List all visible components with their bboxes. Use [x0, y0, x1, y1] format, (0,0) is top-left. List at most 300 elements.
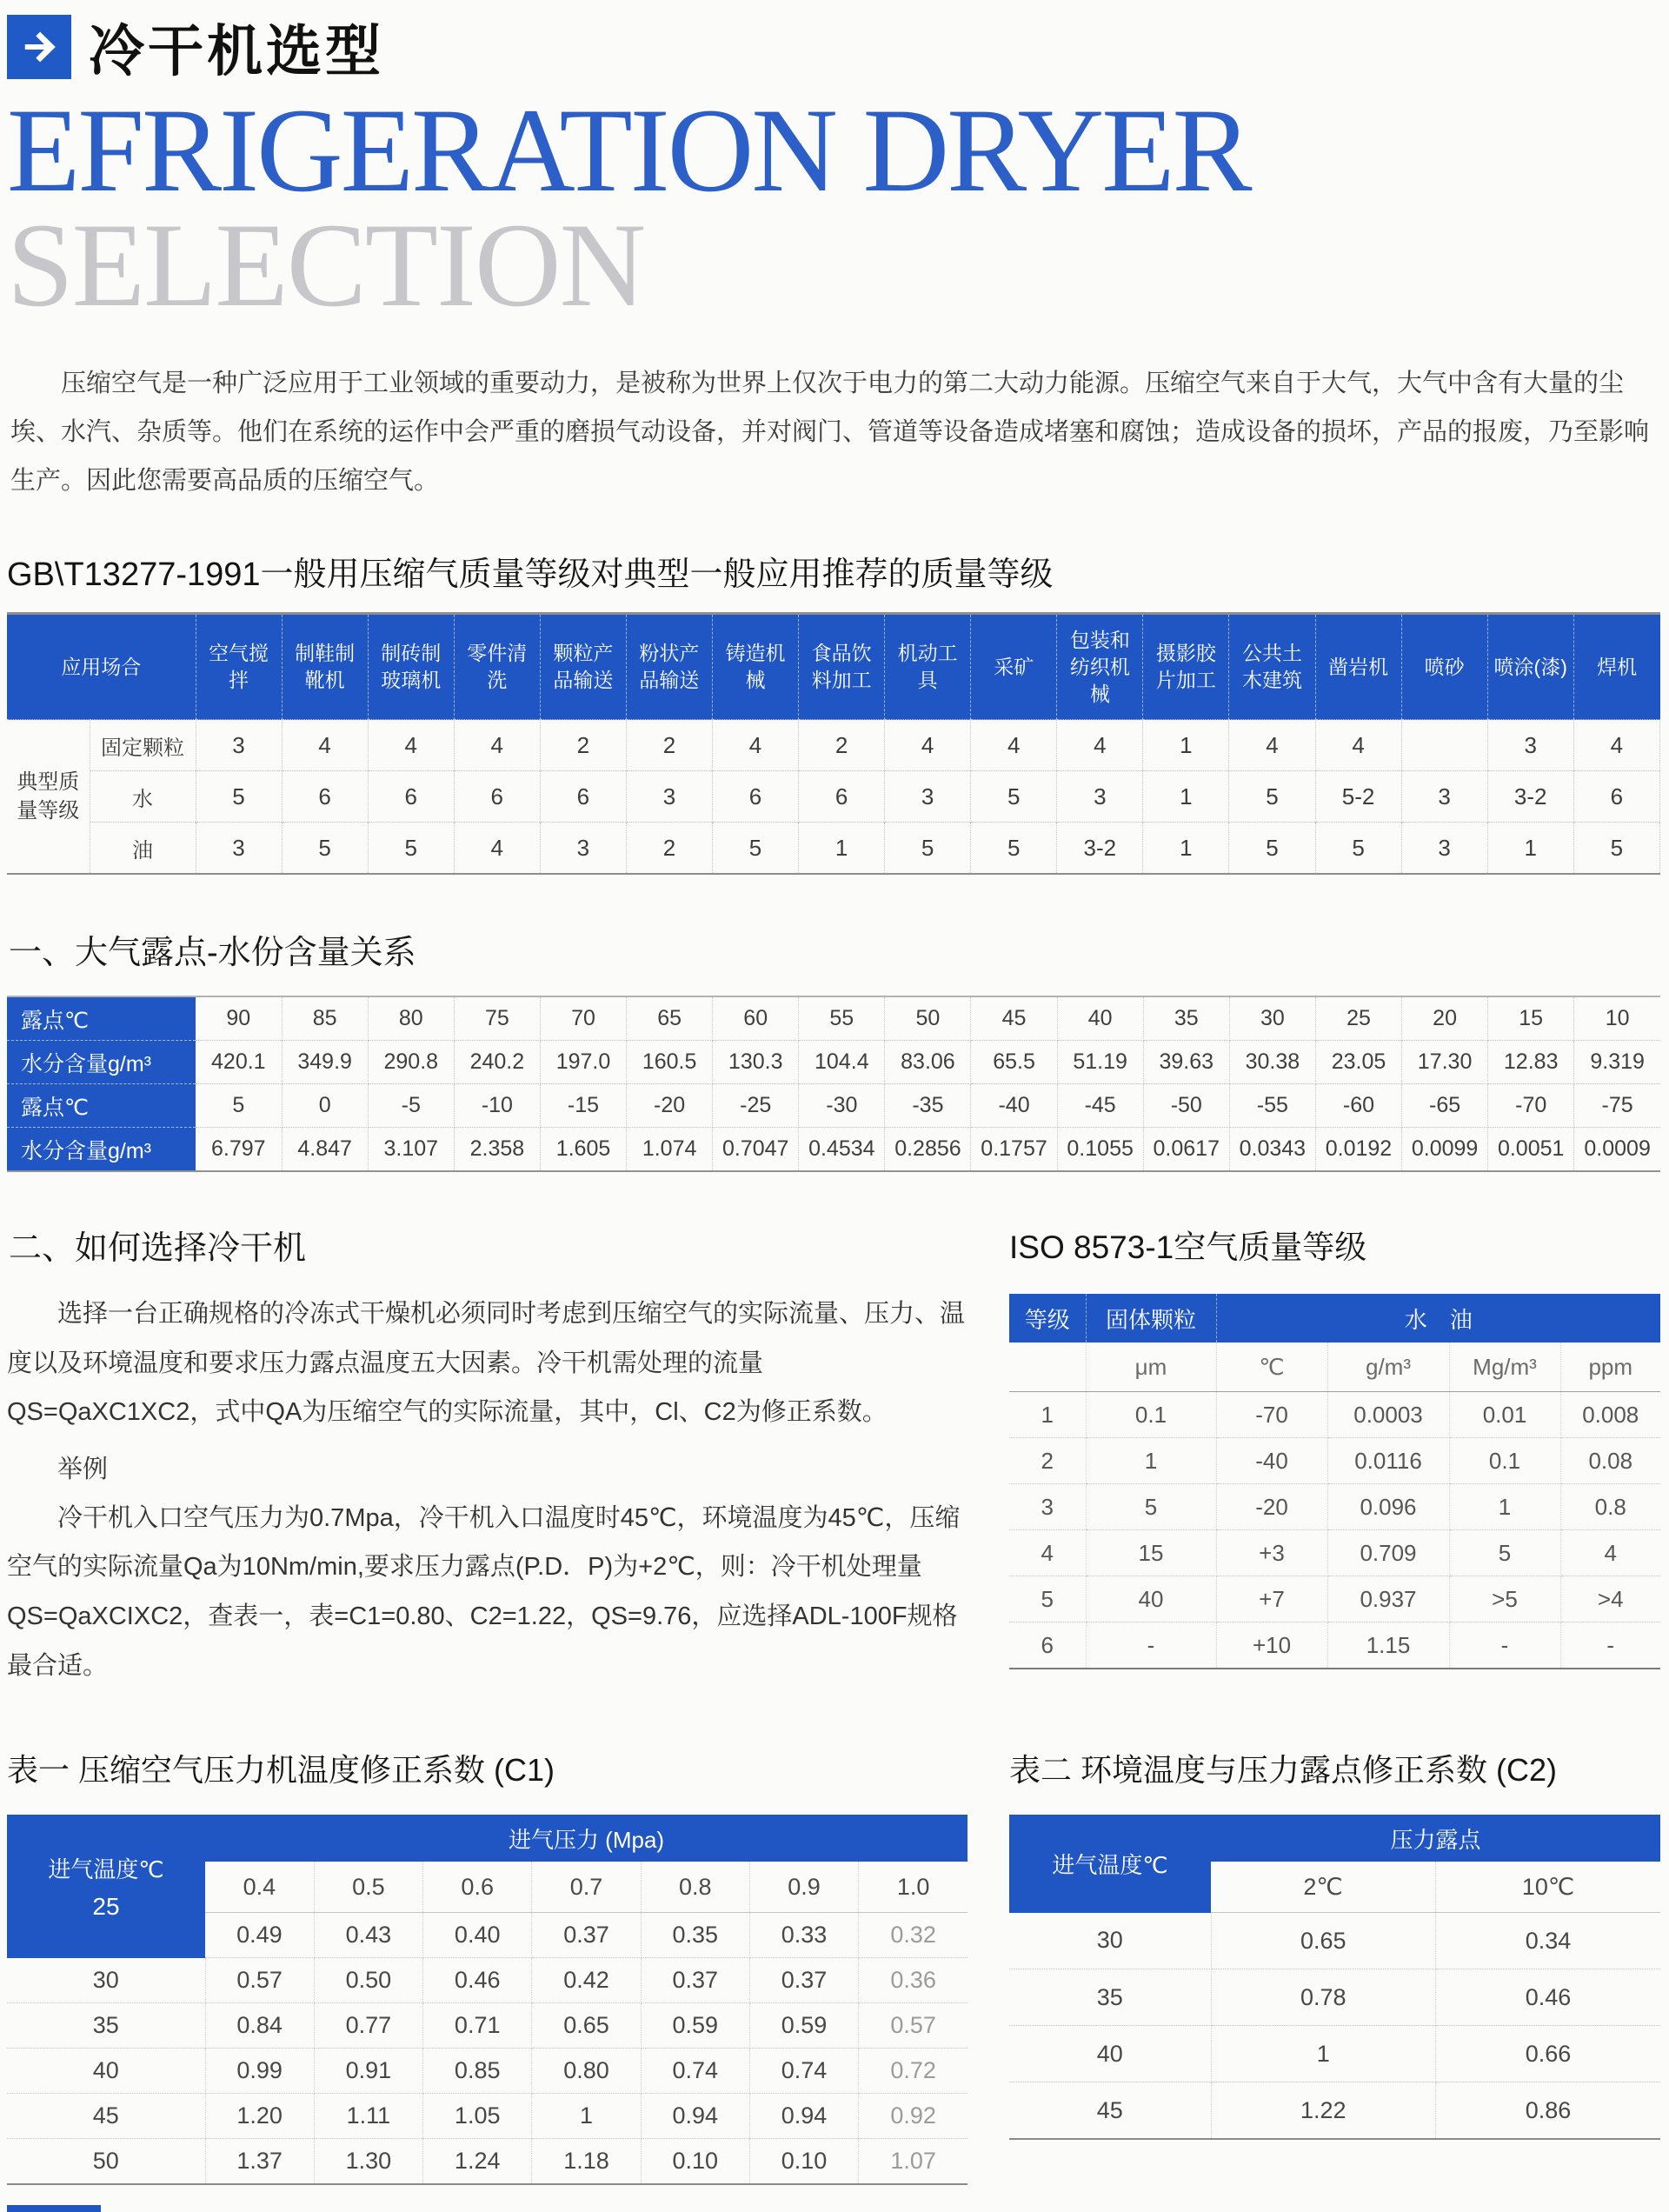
- cell: 0.92: [859, 2094, 967, 2139]
- t1-corner-label: 进气温度℃: [48, 1856, 164, 1882]
- cell: 2: [799, 720, 885, 771]
- cell: 5: [1086, 1484, 1216, 1530]
- cell: 30.38: [1229, 1041, 1315, 1084]
- cell: [1009, 1343, 1086, 1392]
- table1-column: [7, 1746, 967, 2185]
- iso-particle-header: 固体颗粒: [1086, 1294, 1216, 1343]
- cell: 5: [712, 823, 798, 875]
- cell: 5: [1573, 823, 1659, 875]
- cell: 2: [626, 823, 712, 875]
- gb-col-header: 喷砂: [1401, 614, 1487, 720]
- cell: 0.71: [423, 2003, 532, 2049]
- cell: -75: [1574, 1084, 1660, 1128]
- cell: 90: [196, 996, 282, 1041]
- t2-row: [1009, 2082, 1660, 2140]
- cell: 1: [1143, 823, 1229, 875]
- cell: 3: [1057, 771, 1143, 823]
- cell: 1.18: [532, 2139, 641, 2185]
- cell: 4: [1573, 720, 1659, 771]
- cell: 0.34: [1436, 1913, 1661, 1969]
- cell: -20: [627, 1084, 713, 1128]
- cell: 1: [1211, 2026, 1436, 2082]
- dew-row: [7, 1084, 1660, 1128]
- cell: 0.1757: [971, 1128, 1057, 1172]
- cell: 240.2: [454, 1041, 540, 1084]
- cell: 80: [368, 996, 454, 1041]
- cell: 0.65: [1211, 1913, 1436, 1969]
- gb-row-oil: [7, 823, 1660, 875]
- cell: -40: [971, 1084, 1057, 1128]
- t1-row: [7, 2049, 967, 2094]
- cell: 420.1: [196, 1041, 282, 1084]
- cell: 6: [712, 771, 798, 823]
- cell: >5: [1449, 1576, 1560, 1622]
- cell: 104.4: [799, 1041, 885, 1084]
- cell: -60: [1315, 1084, 1401, 1128]
- cell: 0.40: [423, 1913, 532, 1958]
- cell: -50: [1143, 1084, 1229, 1128]
- cell: 5: [1229, 771, 1315, 823]
- cell: 20: [1402, 996, 1488, 1041]
- t2-corner-cell: [1009, 1815, 1211, 1913]
- cell: 3: [196, 823, 282, 875]
- gb-col-header: 采矿: [971, 614, 1057, 720]
- cell: 0.65: [532, 2003, 641, 2049]
- intro-paragraph: 压缩空气是一种广泛应用于工业领域的重要动力，是被称为世界上仅次于电力的第二大动力能源。压缩空气来自于大气，大气中含有大量的尘埃、水汽、杂质等。他们在系统的运作中会严重的磨损气动设备，并对阀门、管道等设备造成堵塞和腐蚀；造成设备的损坏，产品的报废，乃至影响生产。因此您需要高品质的压缩空气。: [10, 370, 1650, 495]
- iso-row: [1009, 1622, 1660, 1669]
- cell: 0.1: [1086, 1392, 1216, 1438]
- cell: 83.06: [885, 1041, 971, 1084]
- cell: -70: [1488, 1084, 1574, 1128]
- cell: 2℃: [1211, 1862, 1436, 1913]
- cell: -35: [885, 1084, 971, 1128]
- cell: 3-2: [1487, 771, 1573, 823]
- cell: 1.11: [314, 2094, 422, 2139]
- gb-col-header: 制鞋制靴机: [282, 614, 368, 720]
- gb-row-label: 水: [90, 771, 196, 823]
- cell: 4: [885, 720, 971, 771]
- t1-corner-temp: 25: [92, 1892, 120, 1920]
- cell: 70: [540, 996, 626, 1041]
- cell: 5: [368, 823, 454, 875]
- iso-quality-table: [1009, 1294, 1660, 1669]
- cell: 0.096: [1327, 1484, 1449, 1530]
- cell: 4: [1057, 720, 1143, 771]
- table1-title: 表一 压缩空气压力机温度修正系数 (C1): [7, 1752, 555, 1789]
- c1-correction-table: [7, 1815, 967, 2185]
- cell: 0.5: [314, 1862, 422, 1913]
- cell: 2: [1009, 1438, 1086, 1484]
- iso-units-row: [1009, 1343, 1660, 1392]
- gb-col-header: 铸造机械: [712, 614, 798, 720]
- cell: -45: [1057, 1084, 1143, 1128]
- gb-col-header: 食品饮料加工: [799, 614, 885, 720]
- cell: -70: [1216, 1392, 1327, 1438]
- cell: 1: [1487, 823, 1573, 875]
- iso-table-title: ISO 8573-1空气质量等级: [1009, 1229, 1367, 1266]
- cell: 0.6: [423, 1862, 532, 1913]
- cell: -5: [368, 1084, 454, 1128]
- cell: 0.43: [314, 1913, 422, 1958]
- t2-corner-label: 进气温度℃: [1052, 1851, 1168, 1878]
- cell: 0.33: [749, 1913, 858, 1958]
- cell: 0.74: [641, 2049, 749, 2094]
- gb-col-header: 公共土木建筑: [1229, 614, 1315, 720]
- cell: 10: [1574, 996, 1660, 1041]
- cell: 0.008: [1560, 1392, 1660, 1438]
- cell: -25: [713, 1084, 799, 1128]
- cell: 0.37: [641, 1958, 749, 2003]
- t1-row: [7, 2094, 967, 2139]
- cell: 0.42: [532, 1958, 641, 2003]
- cell: 0.7: [532, 1862, 641, 1913]
- cell: 0.0192: [1315, 1128, 1401, 1172]
- iso-row: [1009, 1576, 1660, 1622]
- cell: 3: [1401, 771, 1487, 823]
- cell: 0.0116: [1327, 1438, 1449, 1484]
- cell: 5: [971, 771, 1057, 823]
- t1-header-row: [7, 1815, 967, 1862]
- t2-temp: 45: [1009, 2082, 1211, 2140]
- iso-row: [1009, 1530, 1660, 1576]
- cell: -30: [799, 1084, 885, 1128]
- cell: 3-2: [1057, 823, 1143, 875]
- section1-title: 一、大气露点-水份含量关系: [9, 935, 416, 972]
- cell: 5-2: [1315, 771, 1401, 823]
- cell: 6: [1573, 771, 1659, 823]
- cell: 0.77: [314, 2003, 422, 2049]
- cell: 60: [713, 996, 799, 1041]
- gb-col-header: 零件清洗: [454, 614, 540, 720]
- cell: 290.8: [368, 1041, 454, 1084]
- t2-temp: 35: [1009, 1969, 1211, 2026]
- cell: 0.86: [1436, 2082, 1661, 2140]
- cell: 197.0: [540, 1041, 626, 1084]
- iso-grade-header: 等级: [1009, 1294, 1086, 1343]
- selection-and-iso-area: [7, 1221, 1660, 1690]
- cell: 6: [1009, 1622, 1086, 1669]
- cell: μm: [1086, 1343, 1216, 1392]
- cell: 0.08: [1560, 1438, 1660, 1484]
- page-subtitle-en: SELECTION: [7, 198, 645, 332]
- cell: 0.84: [205, 2003, 314, 2049]
- cell: 5: [1449, 1530, 1560, 1576]
- cell: 0.37: [532, 1913, 641, 1958]
- t1-temp: 45: [7, 2094, 205, 2139]
- cell: 5: [1009, 1576, 1086, 1622]
- cell: ℃: [1216, 1343, 1327, 1392]
- page-title-cn: 冷干机选型: [89, 20, 384, 83]
- cell: 50: [885, 996, 971, 1041]
- cell: -20: [1216, 1484, 1327, 1530]
- dew-row: [7, 1041, 1660, 1084]
- cell: 9.319: [1574, 1041, 1660, 1084]
- cell: +3: [1216, 1530, 1327, 1576]
- cell: 75: [454, 996, 540, 1041]
- cell: 1.30: [314, 2139, 422, 2185]
- cell: 2: [540, 720, 626, 771]
- cell: 1.24: [423, 2139, 532, 2185]
- cell: 349.9: [282, 1041, 368, 1084]
- cell: -: [1606, 1631, 1615, 1658]
- cell: 0.46: [423, 1958, 532, 2003]
- cell: 5: [971, 823, 1057, 875]
- t1-pressure-header: 进气压力 (Mpa): [205, 1815, 967, 1862]
- cell: 0.8: [641, 1862, 749, 1913]
- dew-row-label: 露点℃: [7, 996, 196, 1041]
- cell: -55: [1229, 1084, 1315, 1128]
- t2-row: [1009, 1913, 1660, 1969]
- cell: Mg/m³: [1449, 1343, 1560, 1392]
- table2-column: [1009, 1746, 1660, 2185]
- iso-water-oil-header: 水 油: [1216, 1294, 1660, 1343]
- gb-table-title: GB\T13277-1991一般用压缩气质量等级对典型一般应用推荐的质量等级: [7, 556, 1054, 594]
- cell: 17.30: [1402, 1041, 1488, 1084]
- gb-col-header: 喷涂(漆): [1487, 614, 1573, 720]
- cell: 0.59: [749, 2003, 858, 2049]
- cell: 0.8: [1560, 1484, 1660, 1530]
- cell: 0.0617: [1143, 1128, 1229, 1172]
- cell: 51.19: [1057, 1041, 1143, 1084]
- right-arrow-glyph: [17, 24, 62, 70]
- cell: +7: [1216, 1576, 1327, 1622]
- cell: 0.0009: [1584, 1136, 1651, 1162]
- cell: 0.46: [1436, 1969, 1661, 2026]
- cell: 1: [532, 2094, 641, 2139]
- cell: 5: [196, 1084, 282, 1128]
- cell: 0: [282, 1084, 368, 1128]
- cell: 12.83: [1488, 1041, 1574, 1084]
- cell: 0.10: [749, 2139, 858, 2185]
- dew-row: [7, 1128, 1660, 1172]
- cell: 0.2856: [885, 1128, 971, 1172]
- cell: >4: [1560, 1576, 1660, 1622]
- cell: -40: [1216, 1438, 1327, 1484]
- cell: 0.66: [1436, 2026, 1661, 2082]
- cell: 0.72: [859, 2049, 967, 2094]
- cell: 0.9: [749, 1862, 858, 1913]
- dew-row: [7, 996, 1660, 1041]
- cell: [1401, 720, 1487, 771]
- gb-header-row: [7, 614, 1660, 720]
- t1-temp: 40: [7, 2049, 205, 2094]
- cell: 0.36: [859, 1958, 967, 2003]
- t2-dewpoint-header: 压力露点: [1211, 1815, 1660, 1862]
- gb-col-header: 凿岩机: [1315, 614, 1401, 720]
- cell: 2.358: [454, 1128, 540, 1172]
- gb-col-header: 摄影胶片加工: [1143, 614, 1229, 720]
- cell: 1.15: [1327, 1622, 1449, 1669]
- cell: 3: [1487, 720, 1573, 771]
- cell: 3: [540, 823, 626, 875]
- iso-column: [1009, 1221, 1660, 1690]
- cell: 4: [282, 720, 368, 771]
- cell: 45: [971, 996, 1057, 1041]
- gb-col-header: 粉状产品输送: [626, 614, 712, 720]
- cell: 25: [1315, 996, 1401, 1041]
- gb-col-header: 颗粒产品输送: [540, 614, 626, 720]
- cell: 1.0: [859, 1862, 967, 1913]
- cell: 1: [1009, 1392, 1086, 1438]
- cell: 0.57: [205, 1958, 314, 2003]
- cell: -65: [1402, 1084, 1488, 1128]
- cell: 4: [712, 720, 798, 771]
- gb-row-label: 固定颗粒: [90, 720, 196, 771]
- cell: 0.94: [749, 2094, 858, 2139]
- page-title-en: EFRIGERATION DRYER: [7, 83, 1250, 217]
- cell: 6: [454, 771, 540, 823]
- cell: 0.74: [749, 2049, 858, 2094]
- gb-col-header: 空气搅拌: [196, 614, 282, 720]
- cell: ppm: [1560, 1343, 1660, 1392]
- gb-row-label: 油: [90, 823, 196, 875]
- cell: 4: [454, 823, 540, 875]
- cell: 5: [282, 823, 368, 875]
- cell: 3.107: [368, 1128, 454, 1172]
- cell: 3: [626, 771, 712, 823]
- t2-row: [1009, 1969, 1660, 2026]
- gb-col-header: 机动工具: [885, 614, 971, 720]
- cell: 1.20: [205, 2094, 314, 2139]
- cell: 0.0343: [1229, 1128, 1315, 1172]
- gb-col-header: 包装和纺织机械: [1057, 614, 1143, 720]
- cell: 1.07: [859, 2139, 967, 2185]
- cell: 15: [1488, 996, 1574, 1041]
- t1-temp: 35: [7, 2003, 205, 2049]
- gb-col-header: 制砖制玻璃机: [368, 614, 454, 720]
- cell: 0.4534: [799, 1128, 885, 1172]
- cell: 0.1055: [1057, 1128, 1143, 1172]
- cell: 1.05: [423, 2094, 532, 2139]
- cell: 3: [1401, 823, 1487, 875]
- cell: 6.797: [196, 1128, 282, 1172]
- cell: 0.7047: [713, 1128, 799, 1172]
- cell: 0.99: [205, 2049, 314, 2094]
- cell: 3: [196, 720, 282, 771]
- cell: 10℃: [1436, 1862, 1661, 1913]
- cell: 6: [282, 771, 368, 823]
- cell: 1.074: [627, 1128, 713, 1172]
- cell: 0.78: [1211, 1969, 1436, 2026]
- cell: +10: [1216, 1622, 1327, 1669]
- table2-title: 表二 环境温度与压力露点修正系数 (C2): [1009, 1752, 1558, 1789]
- gb-quality-table: [7, 612, 1660, 875]
- cell: 6: [540, 771, 626, 823]
- cell: 4: [454, 720, 540, 771]
- t2-header-row: [1009, 1815, 1660, 1862]
- selection-para-1: 选择一台正确规格的冷冻式干燥机必须同时考虑到压缩空气的实际流量、压力、温度以及环境温度和要求压力露点温度五大因素。冷干机需处理的流量QS=QaXC1XC2，式中QA为压缩空气的实际流量，其中，Cl、C2为修正系数。: [7, 1300, 966, 1427]
- cell: 0.937: [1327, 1576, 1449, 1622]
- cell: 0.94: [641, 2094, 749, 2139]
- cell: 65: [627, 996, 713, 1041]
- cell: 0.0003: [1327, 1392, 1449, 1438]
- selection-column: [7, 1221, 967, 1690]
- cell: 4: [1315, 720, 1401, 771]
- cell: 35: [1143, 996, 1229, 1041]
- gb-row-group-label: 典型质量等级: [7, 720, 90, 875]
- t1-temp: 50: [7, 2139, 205, 2185]
- cell: 0.50: [314, 1958, 422, 2003]
- cell: 0.01: [1449, 1392, 1560, 1438]
- cell: 0.85: [423, 2049, 532, 2094]
- cell: 4: [1560, 1530, 1660, 1576]
- cell: 4: [1009, 1530, 1086, 1576]
- cell: 40: [1057, 996, 1143, 1041]
- gb-row-particles: [7, 720, 1660, 771]
- t1-corner-cell: [7, 1815, 205, 1958]
- dew-row-label: 水分含量g/m³: [7, 1041, 196, 1084]
- cell: 40: [1086, 1576, 1216, 1622]
- cell: 55: [799, 996, 885, 1041]
- cell: 0.91: [314, 2049, 422, 2094]
- cell: 0.32: [859, 1913, 967, 1958]
- t2-temp: 30: [1009, 1913, 1211, 1969]
- t2-temp: 40: [1009, 2026, 1211, 2082]
- iso-row: [1009, 1438, 1660, 1484]
- dew-point-table: [7, 996, 1660, 1172]
- example-label: 举例: [57, 1455, 109, 1483]
- t1-row: [7, 2139, 967, 2185]
- cell: 6: [368, 771, 454, 823]
- t1-row: [7, 1958, 967, 2003]
- cell: 0.709: [1327, 1530, 1449, 1576]
- cropped-table-fragment: [7, 2205, 101, 2212]
- cell: 4: [971, 720, 1057, 771]
- cell: 2: [626, 720, 712, 771]
- cell: 130.3: [713, 1041, 799, 1084]
- cell: 0.35: [641, 1913, 749, 1958]
- t1-row: [7, 2003, 967, 2049]
- cell: 1: [1143, 771, 1229, 823]
- gb-row-water: [7, 771, 1660, 823]
- doc-header: [7, 7, 1660, 87]
- t1-temp: 30: [7, 1958, 205, 2003]
- cell: 15: [1086, 1530, 1216, 1576]
- cell: 3: [885, 771, 971, 823]
- cell: 5: [196, 771, 282, 823]
- cell: 30: [1229, 996, 1315, 1041]
- gb-corner-cell: 应用场合: [7, 614, 196, 720]
- cell: 39.63: [1143, 1041, 1229, 1084]
- cell: 160.5: [627, 1041, 713, 1084]
- cell: 0.80: [532, 2049, 641, 2094]
- cell: 5: [1315, 823, 1401, 875]
- cell: 85: [282, 996, 368, 1041]
- cell: 0.59: [641, 2003, 749, 2049]
- cell: 5: [885, 823, 971, 875]
- cell: -10: [454, 1084, 540, 1128]
- cell: 0.1: [1449, 1438, 1560, 1484]
- iso-row: [1009, 1484, 1660, 1530]
- cell: -: [1449, 1622, 1560, 1669]
- cell: 23.05: [1315, 1041, 1401, 1084]
- iso-row: [1009, 1392, 1660, 1438]
- cell: 1.22: [1211, 2082, 1436, 2140]
- cell: 6: [799, 771, 885, 823]
- cell: 1: [799, 823, 885, 875]
- dew-row-label: 露点℃: [7, 1084, 196, 1128]
- correction-tables-area: [7, 1746, 1660, 2185]
- cell: 0.10: [641, 2139, 749, 2185]
- iso-header-row: [1009, 1294, 1660, 1343]
- cell: 4: [1229, 720, 1315, 771]
- cell: 0.37: [749, 1958, 858, 2003]
- cell: 3: [1009, 1484, 1086, 1530]
- cell: 65.5: [971, 1041, 1057, 1084]
- cell: 1: [1143, 720, 1229, 771]
- cell: 5: [1229, 823, 1315, 875]
- cell: 0.0051: [1488, 1128, 1574, 1172]
